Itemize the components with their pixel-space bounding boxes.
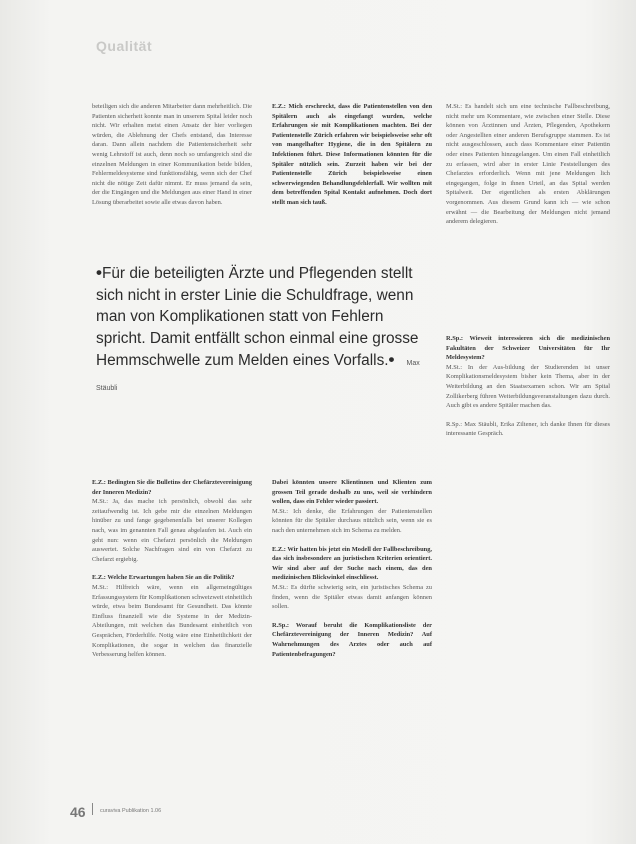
paragraph: beteiligen sich die anderen Mitarbeiter dann mehrheitlich. Die Patienten sicherheit konnte man in unserem Spital leider noch nicht. Wir erhalten meist einen Ansatz der hier vorliegen würden, die Ablehnung der Chefs entstand, das Interesse daran. Dann allein nachdem die Patientensicherheit sehr wenig Lehrstoff ist auch, denn noch so umfangreich sind die einzelnen Meldungen in einer Kommunikation beide bilden, Fehlermeldesysteme sind funktionsfähig, wenn sich der Chef nicht die nötige Zeit dafür nimmt. Er muss jemand da sein, der die Eingängen und die Meldungen aus einer Hand in einer Lösung überarbeitet sowie alle etwas davon haben. (92, 103, 252, 206)
section-title: Qualität (96, 38, 153, 54)
question: E.Z.: Welche Erwartungen haben Sie an die Politik? (92, 574, 235, 582)
page-number: 46 (70, 804, 86, 820)
question: Dabei könnten unsere Klientinnen und Klienten zum grossen Teil gerade deshalb zu uns, weil sie verhindern wollen, dass ein Fehler wieder passiert. (272, 479, 432, 506)
column-5 (272, 478, 432, 659)
column-1 (92, 102, 252, 208)
answer: M.St.: Ja, das mache ich persönlich, obwohl das sehr zeitaufwendig ist. Ich gebe mir die einzelnen Meldungen hinüber zu und fange gegebenenfalls bei unserer Kollegen nach, was im genannten Fall genau abgelaufen ist. Auch ein geht nun: wenn ein Chefarzt persönlich die Meldungen auswertet. Solche Nachfragen sind ein von Chefarzt zu Chefarzt ergiebig. (92, 498, 252, 563)
pull-quote-text: Für die beteiligten Ärzte und Pflegenden stellt sich nicht in erster Linie die Schuldfrage, wenn man von Komplikationen statt von Fehlern spricht. Damit entfällt schon einmal eine grosse Hemmschwelle zum Melden eines Vorfalls. (96, 265, 419, 369)
column-3 (446, 102, 610, 227)
pull-quote (96, 262, 436, 399)
pull-quote-author: Max Stäubli (96, 360, 420, 392)
quote-mark-icon: • (388, 350, 395, 369)
footer-divider (92, 803, 93, 815)
footer-publication: curaviva Publikation 1.06 (100, 808, 162, 814)
question: E.Z.: Wir hatten bis jetzt ein Modell der Fallbeschreibung, das sich insbesondere an juristischen Kriterien orientiert. Wir sind aber auf der Suche nach einem, das den medizinischen Blickwinkel einschliesst. (272, 545, 432, 582)
question: R.Sp.: Worauf beruht die Komplikationsliste der Chefärztevereinigung der Inneren Medizin? Auf Wahrnehmungen des Arztes oder auch auf Patientenbefragungen? (272, 621, 432, 658)
column-2 (272, 102, 432, 208)
question: R.Sp.: Wieweit interessieren sich die medizinischen Fakultäten der Schweizer Universitäten für Ihr Meldesystem? (446, 335, 610, 362)
answer: R.Sp.: Max Stäubli, Erika Ziltener, ich danke Ihnen für dieses interessante Gespräch. (446, 420, 610, 438)
answer: M.St.: Es dürfte schwierig sein, ein juristisches Schema zu finden, wenn die Spitäler etwas damit anfangen können sollen. (272, 583, 432, 611)
answer: M.St.: Ich denke, die Erfahrungen der Patientenstellen könnten für die Spitäler durchaus nützlich sein, wenn sie es nach den unternehmen sich im Schema zu melden. (272, 507, 432, 534)
paragraph: M.St.: Es handelt sich um eine technische Fallbeschreibung, nicht mehr um Kommentare, wie zwischen einer Stelle. Diese können von Ärztinnen und Ärzten, Pflegenden, Apothekern oder Angestellten einer anderen Berufsgruppe stammen. Es ist nicht ausgeschlossen, auch dass Kommentare einer Patientin oder eines Patienten hinzugelangen. Um einen Fall einheitlich zu erfassen, wird aber in erster Linie Feststellungen des Chefarztes erforderlich. Wenn mit jene Meldungen lich eingegangen, folge in ihnen Urteil, an das Spital werden Spitalweit. Der eigentlichen als ersten Abklärungen vorgenommen. Aus diesem Grund kann ich — wie schon erwähnt — die Bearbeitung der Meldungen nicht jemand anderem delegieren. (446, 103, 610, 226)
answer: M.St.: Hilfreich wäre, wenn ein allgemeingültiges Erfassungssystem für Komplikationen schweizweit einheitlich würde, etwa beim Bundesamt für Gesundheit. Das könnte Einfluss finanziell wie die Systeme in der Medizin-Abteilungen, mit welchen das Bundesamt einheitlich von Gesprächen, Förderhilfe. Notig wäre eine Einheitlichkeit der Komplikationen, die sogar in welchen das finanzielle Verbesserung helfen können. (92, 583, 252, 659)
question: E.Z.: Mich erschreckt, dass die Patientenstellen von den Spitälern auch als eingefangt wurden, welche Erfahrungen sie mit Komplikationen machten. Bei der Patientenstelle Zürich erfahren wir beispielsweise sehr oft von mangelhafter Hygiene, die in den Spitälern zu Infektionen führt. Diese Informationen könnten für die Spitäler nützlich sein. Zurzeit haben wir bei der Patientenstelle Zürich beispielsweise einen schwerwiegenden Behandlungsfehlerfall. Wir wollten mit dem betreffenden Spital Kontakt aufnehmen. Doch dort stellt man sich tauß. (272, 103, 432, 206)
quote-mark-icon: • (96, 263, 102, 282)
column-4 (92, 478, 252, 669)
answer: M.St.: In der Aus-bildung der Studierenden ist unser Komplikationsmeldesystem bisher kein Thema, aber in der Weiterbildung an den Staatsexamen schon. Wir am Spital Zollikerberg führen Weiterbildungsveranstaltungen dazu durch. Auch gibt es andere Spitäler machen das. (446, 363, 610, 410)
question: E.Z.: Bedingten Sie die Bulletins der Chefärztevereinigung der Inneren Medizin? (92, 479, 252, 496)
column-3-lower (446, 334, 610, 448)
